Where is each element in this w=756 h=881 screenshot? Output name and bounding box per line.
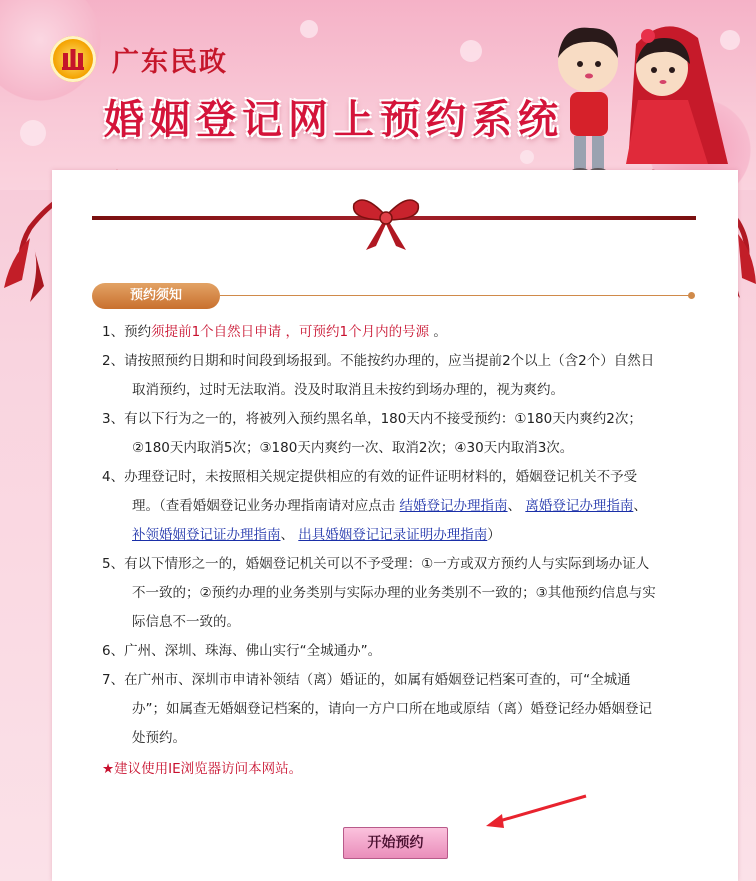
notice-item-2 xyxy=(102,347,682,405)
item-number: 2、 xyxy=(102,353,125,369)
header-banner xyxy=(0,0,756,190)
system-title: 婚姻登记网上预约系统 xyxy=(104,97,564,143)
item-number: 1、 xyxy=(102,324,125,340)
item-line: 不一致的；②预约办理的业务类别与实际办理的业务类别不一致的；③其他预约信息与实 xyxy=(132,585,656,601)
notice-divider xyxy=(220,295,690,296)
civil-affairs-emblem-icon xyxy=(50,36,96,82)
item-line: 办理登记时，未按照相关规定提供相应的有效的证件证明材料的，婚姻登记机关不予受 xyxy=(124,469,638,485)
bow-decoration xyxy=(350,190,422,252)
arrow-annotation-icon xyxy=(482,792,592,832)
item-number: 7、 xyxy=(102,672,125,688)
marriage-guide-link[interactable]: 结婚登记办理指南 xyxy=(399,498,508,514)
separator: 、 xyxy=(507,498,526,514)
notice-item-1 xyxy=(102,318,682,347)
couple-illustration xyxy=(548,14,748,184)
separator: 、 xyxy=(633,498,647,514)
item-line: 在广州市、深圳市申请补领结（离）婚证的，如属有婚姻登记档案可查的，可“全城通 xyxy=(124,672,631,688)
item-line: 际信息不一致的。 xyxy=(132,614,240,630)
item-line: 有以下情形之一的，婚姻登记机关可以不予受理：①一方或双方预约人与实际到场办证人 xyxy=(124,556,650,572)
item-text: 预约 xyxy=(124,324,152,340)
divorce-guide-link[interactable]: 离婚登记办理指南 xyxy=(525,498,634,514)
record-proof-guide-link[interactable]: 出具婚姻登记记录证明办理指南 xyxy=(298,527,488,543)
item-text-end: 。 xyxy=(429,324,447,340)
reissue-certificate-guide-link[interactable]: 补领婚姻登记证办理指南 xyxy=(132,527,281,543)
item-number: 3、 xyxy=(102,411,125,427)
browser-tip-text: 建议使用IE浏览器访问本网站。 xyxy=(114,761,303,777)
item-line: 有以下行为之一的，将被列入预约黑名单，180天内不接受预约：①180天内爽约2次； xyxy=(124,411,642,427)
notice-item-4 xyxy=(102,463,682,550)
item-highlight: 须提前1个自然日申请 ，可预约1个月内的号源 xyxy=(151,324,430,340)
item-number: 5、 xyxy=(102,556,125,572)
item-line xyxy=(102,492,682,521)
item-line: ②180天内取消5次；③180天内爽约一次、取消2次；④30天内取消3次。 xyxy=(132,440,574,456)
notice-divider-dot xyxy=(688,292,695,299)
item-line: 办”；如属查无婚姻登记档案的，请向一方户口所在地或原结（离）婚登记经办婚姻登记 xyxy=(132,701,652,717)
item-number: 6、 xyxy=(102,643,125,659)
brand-name: 广东民政 xyxy=(112,47,228,78)
item-line: 广州、深圳、珠海、佛山实行“全城通办”。 xyxy=(124,643,382,659)
notice-item-7 xyxy=(102,666,682,753)
notice-list xyxy=(102,318,682,784)
notice-item-6 xyxy=(102,637,682,666)
browser-tip xyxy=(102,755,682,784)
item-line: 取消预约，过时无法取消。没及时取消且未按约到场办理的，视为爽约。 xyxy=(132,382,564,398)
notice-title-pill: 预约须知 xyxy=(92,283,220,309)
star-icon: ★ xyxy=(102,761,115,777)
separator: 、 xyxy=(280,527,299,543)
item-line: 处预约。 xyxy=(132,730,186,746)
start-booking-button[interactable]: 开始预约 xyxy=(343,827,448,859)
item-number: 4、 xyxy=(102,469,125,485)
notice-item-5 xyxy=(102,550,682,637)
item-text: 理。（查看婚姻登记业务办理指南请对应点击 xyxy=(132,498,400,514)
item-line xyxy=(102,521,682,550)
item-text-end: ） xyxy=(487,527,501,543)
item-line: 请按照预约日期和时间段到场报到。不能按约办理的，应当提前2个以上（含2个）自然日 xyxy=(124,353,655,369)
notice-item-3 xyxy=(102,405,682,463)
